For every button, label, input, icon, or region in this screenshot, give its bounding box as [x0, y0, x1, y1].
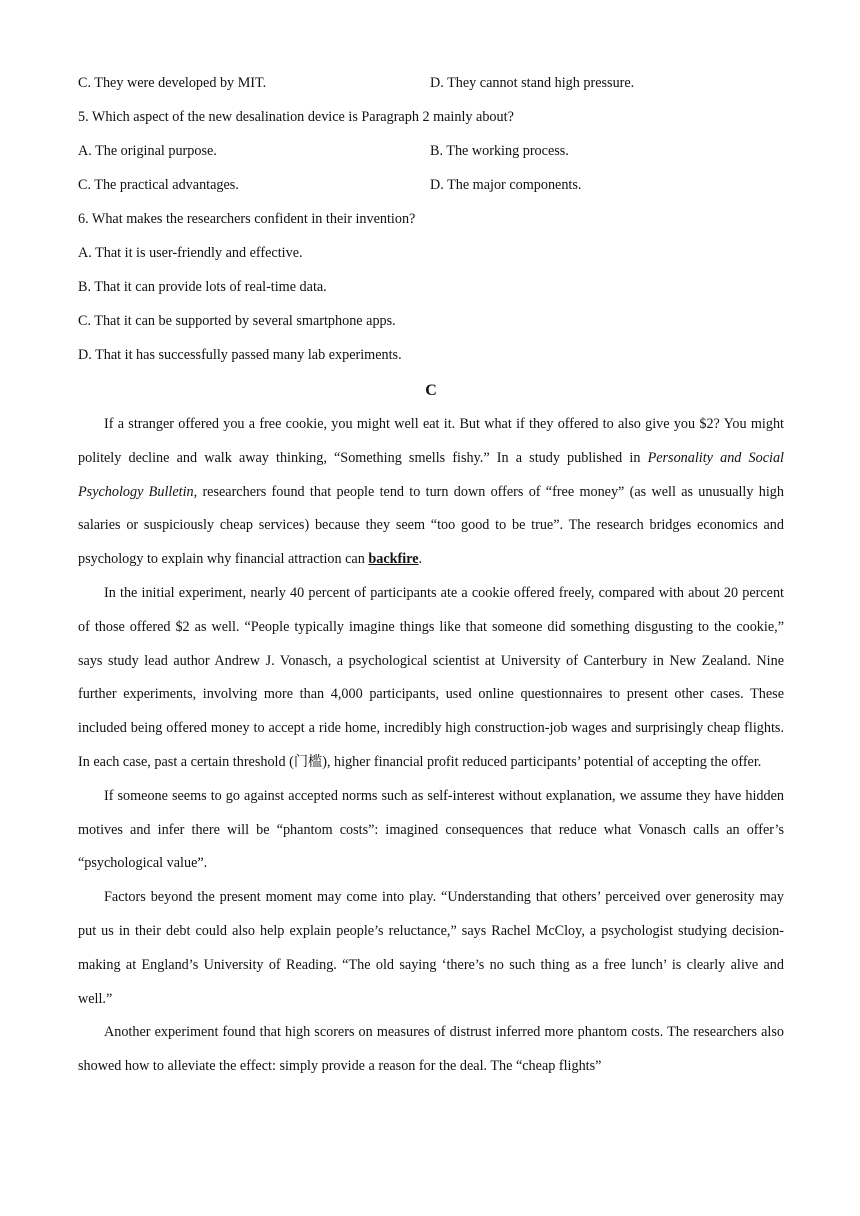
- q4-option-c[interactable]: C. They were developed by MIT.: [78, 75, 267, 91]
- paragraph-1-text-b: , researchers found that people tend to turn down offers of “free money” (as well as unusually high salaries or suspiciously cheap services) because they seem “too good to be true”. The research bridges economics and psychology to explain why financial attraction can: [78, 483, 784, 568]
- q5-option-b[interactable]: B. The working process.: [430, 143, 569, 159]
- passage-paragraph-2: In the initial experiment, nearly 40 percent of participants ate a cookie offered freely, compared with about 20 percent of those offered $2 as well. “People typically imagine things like that someone did something disgusting to the cookie,” says study lead author Andrew J. Vonasch, a psychological scientist at University of Canterbury in New Zealand. Nine further experiments, involving more than 4,000 participants, used online questionnaires to present other cases. These included being offered money to accept a ride home, incredibly high construction-job wages and surprisingly cheap flights. In each case, past a certain threshold (门槛), higher financial profit reduced participants’ potential of accepting the offer.: [78, 584, 784, 770]
- passage-paragraph-1: [78, 408, 784, 577]
- q5-options-row-1: [78, 140, 784, 174]
- passage-paragraph-4: Factors beyond the present moment may come into play. “Understanding that others’ perceived over generosity may put us in their debt could also help explain people’s reluctance,” says Rachel McCloy, a psychologist studying decision-making at England’s University of Reading. “The old saying ‘there’s no such thing as a free lunch’ is clearly alive and well.”: [78, 889, 784, 1007]
- q6-question: 6. What makes the researchers confident in their invention?: [78, 211, 416, 227]
- exam-page: [78, 72, 784, 1084]
- paragraph-1-text-c: .: [418, 551, 423, 568]
- journal-title: Personality and Social Psychology Bulletin: [78, 449, 785, 500]
- q5-question: 5. Which aspect of the new desalination device is Paragraph 2 mainly about?: [78, 109, 514, 125]
- q5-option-d[interactable]: D. The major components.: [430, 177, 582, 193]
- passage-paragraph-5: Another experiment found that high scorers on measures of distrust inferred more phantom costs. The researchers also showed how to alleviate the effect: simply provide a reason for the deal. The “cheap flights”: [78, 1024, 784, 1075]
- q6-option-c[interactable]: C. That it can be supported by several smartphone apps.: [78, 313, 396, 329]
- passage-paragraph-3: If someone seems to go against accepted norms such as self-interest without explanation, we assume they have hidden motives and infer there will be “phantom costs”: imagined consequences that reduce what Vonasch calls an offer’s “psychological value”.: [78, 787, 784, 872]
- q4-option-d[interactable]: D. They cannot stand high pressure.: [430, 75, 635, 91]
- section-title: C: [425, 382, 437, 399]
- paragraph-1-text-a: If a stranger offered you a free cookie, you might well eat it. But what if they offered to also give you $2? You might politely decline and walk away thinking, “Something smells fishy.” In a study published in: [78, 416, 784, 466]
- q5-option-a[interactable]: A. The original purpose.: [78, 143, 217, 159]
- q5-options-row-2: [78, 174, 784, 208]
- q4-options-row: [78, 72, 784, 106]
- q6-option-d[interactable]: D. That it has successfully passed many lab experiments.: [78, 347, 402, 363]
- q6-option-a[interactable]: A. That it is user-friendly and effective.: [78, 245, 303, 261]
- q6-option-b[interactable]: B. That it can provide lots of real-time data.: [78, 279, 327, 295]
- keyword-backfire: backfire: [368, 551, 419, 568]
- q5-option-c[interactable]: C. The practical advantages.: [78, 177, 239, 193]
